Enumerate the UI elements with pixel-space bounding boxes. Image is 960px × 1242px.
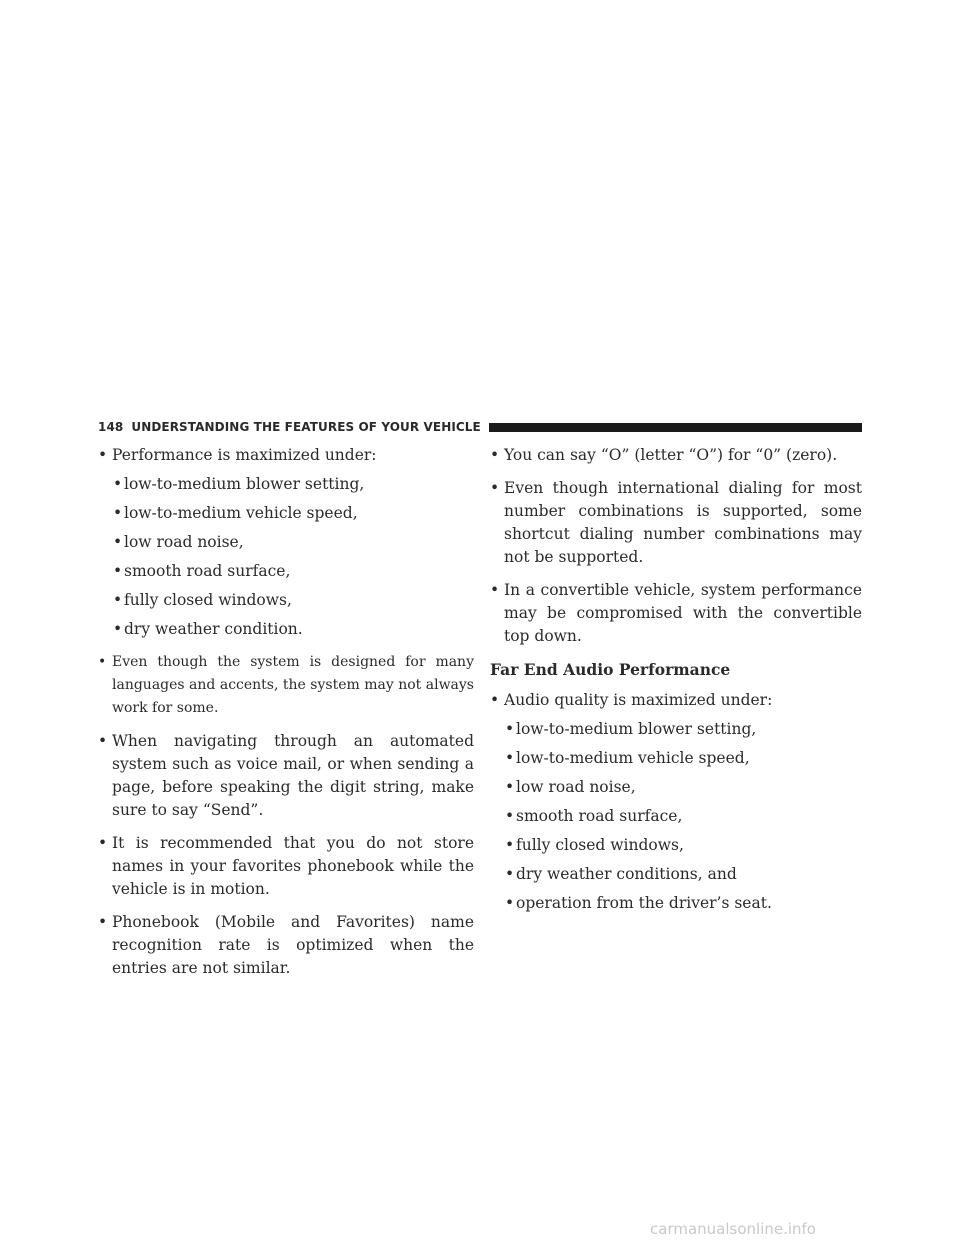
list-item: • Even though international dialing for most number combinations is supported, some shortcut dialing number combinations may not be supported.	[490, 477, 862, 569]
bullet-icon: •	[98, 913, 108, 931]
list-item: • It is recommended that you do not store names in your favorites phonebook while the vehicle is in motion.	[98, 832, 474, 901]
sub-list-item: • operation from the driver’s seat.	[505, 892, 862, 915]
bullet-icon: •	[98, 446, 108, 464]
list-item: • In a convertible vehicle, system performance may be compromised with the convertible top down.	[490, 579, 862, 648]
bullet-icon: •	[113, 562, 123, 580]
bullet-icon: •	[490, 581, 500, 599]
list-item: • Phonebook (Mobile and Favorites) name recognition rate is optimized when the entries are not similar.	[98, 911, 474, 980]
sub-list-item: • low-to-medium vehicle speed,	[505, 747, 862, 770]
section-title: UNDERSTANDING THE FEATURES OF YOUR VEHICLE	[131, 420, 481, 434]
bullet-icon: •	[505, 749, 515, 767]
bullet-icon: •	[505, 836, 515, 854]
sub-list-item: • low road noise,	[113, 531, 474, 554]
bullet-icon: •	[490, 446, 500, 464]
sub-list-item: • smooth road surface,	[113, 560, 474, 583]
bullet-icon: •	[505, 894, 515, 912]
bullet-icon: •	[98, 654, 107, 670]
page-number: 148	[98, 420, 124, 434]
section-heading: Far End Audio Performance	[490, 660, 731, 679]
sub-list-item: • dry weather conditions, and	[505, 863, 862, 886]
bullet-icon: •	[490, 691, 500, 709]
sub-list-item: • fully closed windows,	[505, 834, 862, 857]
bullet-icon: •	[505, 720, 515, 738]
bullet-icon: •	[113, 533, 123, 551]
sub-list-item: • low-to-medium blower setting,	[113, 473, 474, 496]
header-rule	[489, 423, 862, 432]
bullet-icon: •	[490, 479, 500, 497]
bullet-icon: •	[505, 865, 515, 883]
bullet-icon: •	[113, 620, 123, 638]
list-item: • You can say “O” (letter “O”) for “0” (zero).	[490, 444, 862, 467]
list-item: • Audio quality is maximized under:	[490, 689, 862, 712]
sub-list-item: • low road noise,	[505, 776, 862, 799]
sub-list-item: • low-to-medium blower setting,	[505, 718, 862, 741]
bullet-icon: •	[98, 732, 108, 750]
sub-list-item: • smooth road surface,	[505, 805, 862, 828]
sub-list-item: • low-to-medium vehicle speed,	[113, 502, 474, 525]
list-item: • When navigating through an automated system such as voice mail, or when sending a page, before speaking the digit string, make sure to say “Send”.	[98, 730, 474, 822]
bullet-icon: •	[113, 504, 123, 522]
bullet-icon: •	[113, 591, 123, 609]
list-item: • Performance is maximized under:	[98, 444, 474, 467]
left-column	[98, 444, 474, 986]
bullet-icon: •	[98, 834, 108, 852]
sub-list-item: • fully closed windows,	[113, 589, 474, 612]
bullet-icon: •	[505, 778, 515, 796]
bullet-icon: •	[505, 807, 515, 825]
sub-list-item: • dry weather condition.	[113, 618, 474, 641]
bullet-icon: •	[113, 475, 123, 493]
right-column	[490, 444, 862, 921]
page-header	[98, 418, 862, 436]
list-item: • Even though the system is designed for many languages and accents, the system may not always work for some.	[98, 651, 474, 720]
watermark: carmanualsonline.info	[650, 1220, 816, 1238]
